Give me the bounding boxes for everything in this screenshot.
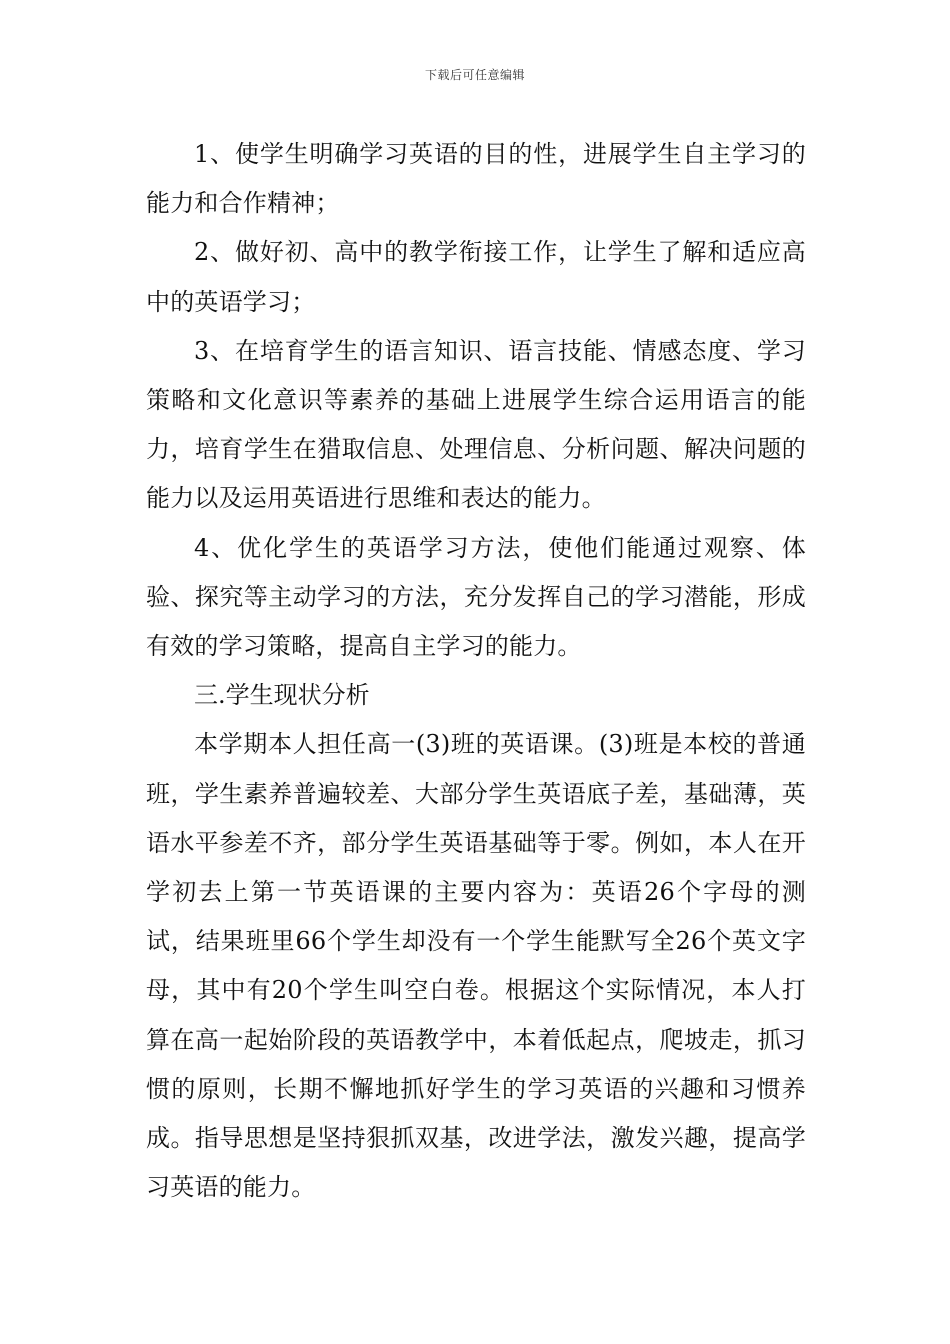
page-header: 下载后可任意编辑 [424,68,525,82]
document-body [146,130,806,1212]
objective-paragraph-1: 1、使学生明确学习英语的目的性，进展学生自主学习的能力和合作精神； [146,140,806,218]
objective-paragraph-2: 2、做好初、高中的教学衔接工作，让学生了解和适应高中的英语学习； [146,238,806,316]
section-heading: 三.学生现状分析 [194,681,370,710]
objective-paragraph-3: 3、在培育学生的语言知识、语言技能、情感态度、学习策略和文化意识等素养的基础上进展学生综合运用语言的能力，培育学生在猎取信息、处理信息、分析问题、解决问题的能力以及运用英语进行思维和表达的能力。 [146,336,806,513]
objective-paragraph-4: 4、优化学生的英语学习方法，使他们能通过观察、体验、探究等主动学习的方法，充分发挥自己的学习潜能，形成有效的学习策略，提高自主学习的能力。 [146,533,806,661]
section-body-paragraph: 本学期本人担任高一(3)班的英语课。(3)班是本校的普通班，学生素养普遍较差、大部分学生英语底子差，基础薄，英语水平参差不齐，部分学生英语基础等于零。例如，本人在开学初去上第一节英语课的主要内容为：英语26个字母的测试，结果班里66个学生却没有一个学生能默写全26个英文字母，其中有20个学生叫空白卷。根据这个实际情况，本人打算在高一起始阶段的英语教学中，本着低起点，爬坡走，抓习惯的原则，长期不懈地抓好学生的学习英语的兴趣和习惯养成。指导思想是坚持狠抓双基，改进学法，激发兴趣，提高学习英语的能力。 [146,730,806,1202]
